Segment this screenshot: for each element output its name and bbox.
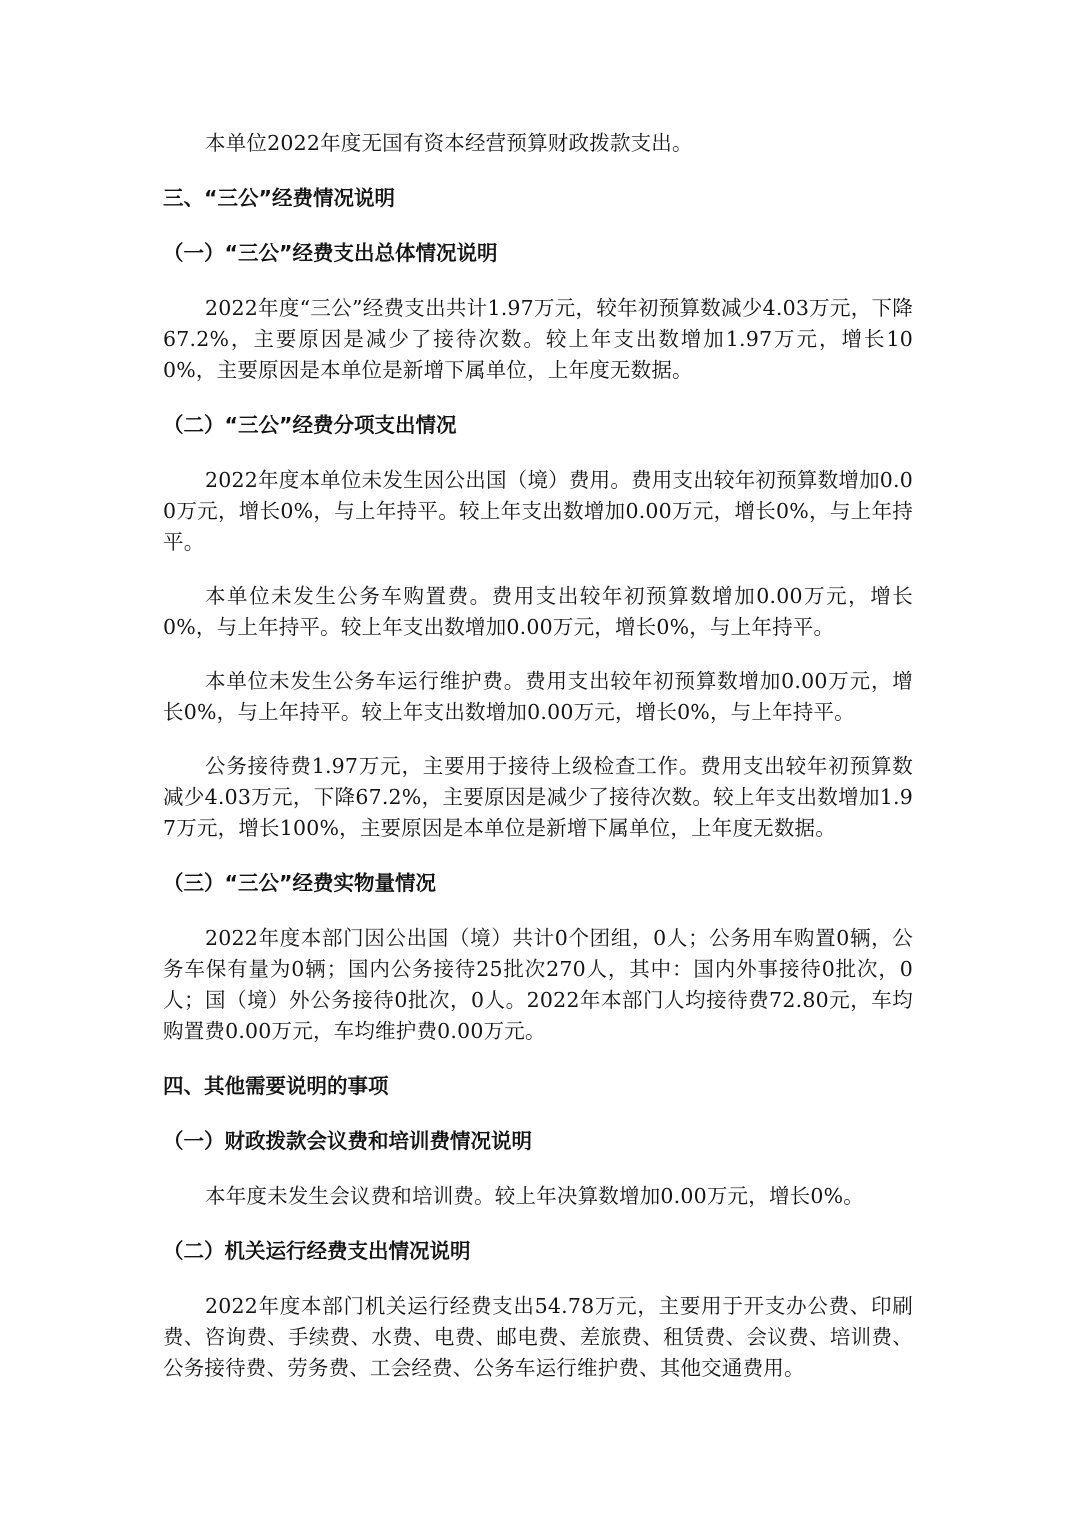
paragraph-vehicle-maintenance: 本单位未发生公务车运行维护费。费用支出较年初预算数增加0.00万元，增长0%，与上年持平。较上年支出数增加0.00万元，增长0%，与上年持平。 xyxy=(163,669,913,724)
paragraph-vehicle-purchase: 本单位未发生公务车购置费。费用支出较年初预算数增加0.00万元，增长0%，与上年持平。较上年支出数增加0.00万元，增长0%，与上年持平。 xyxy=(163,584,913,639)
paragraph-physical-quantity: 2022年度本部门因公出国（境）共计0个团组，0人；公务用车购置0辆，公务车保有量为0辆；国内公务接待25批次270人，其中：国内外事接待0批次，0人；国（境）外公务接待0批次，0人。2022年本部门人均接待费72.80元，车均购置费0.00万元，车均维护费0.00万元。 xyxy=(163,926,913,1043)
paragraph-reception-expenses: 公务接待费1.97万元，主要用于接待上级检查工作。费用支出较年初预算数减少4.03万元，下降67.2%，主要原因是减少了接待次数。较上年支出数增加1.97万元，增长100%，主要原因是本单位是新增下属单位，上年度无数据。 xyxy=(163,754,913,840)
subheading-physical-quantity: （三）“三公”经费实物量情况 xyxy=(163,871,436,895)
subheading-overall-expenses: （一）“三公”经费支出总体情况说明 xyxy=(163,241,498,265)
section-heading-other-matters: 四、其他需要说明的事项 xyxy=(163,1074,389,1098)
subheading-operating-expenses: （二）机关运行经费支出情况说明 xyxy=(163,1239,471,1263)
paragraph-state-capital-budget: 本单位2022年度无国有资本经营预算财政拨款支出。 xyxy=(205,131,693,155)
section-heading-three-public-expenses: 三、“三公”经费情况说明 xyxy=(163,186,395,210)
paragraph-operating-expenses: 2022年度本部门机关运行经费支出54.78万元，主要用于开支办公费、印刷费、咨询费、手续费、水费、电费、邮电费、差旅费、租赁费、会议费、培训费、公务接待费、劳务费、工会经费、公务车运行维护费、其他交通费用。 xyxy=(163,1294,913,1380)
subheading-meeting-training: （一）财政拨款会议费和培训费情况说明 xyxy=(163,1129,532,1153)
subheading-itemized-expenses: （二）“三公”经费分项支出情况 xyxy=(163,413,457,437)
paragraph-overseas-travel: 2022年度本单位未发生因公出国（境）费用。费用支出较年初预算数增加0.00万元，增长0%，与上年持平。较上年支出数增加0.00万元，增长0%，与上年持平。 xyxy=(163,468,913,554)
paragraph-meeting-training: 本年度未发生会议费和培训费。较上年决算数增加0.00万元，增长0%。 xyxy=(205,1184,864,1208)
paragraph-overall-expenses: 2022年度“三公”经费支出共计1.97万元，较年初预算数减少4.03万元，下降67.2%，主要原因是减少了接待次数。较上年支出数增加1.97万元，增长100%，主要原因是本单位是新增下属单位，上年度无数据。 xyxy=(163,296,913,382)
document-page xyxy=(163,128,913,1384)
